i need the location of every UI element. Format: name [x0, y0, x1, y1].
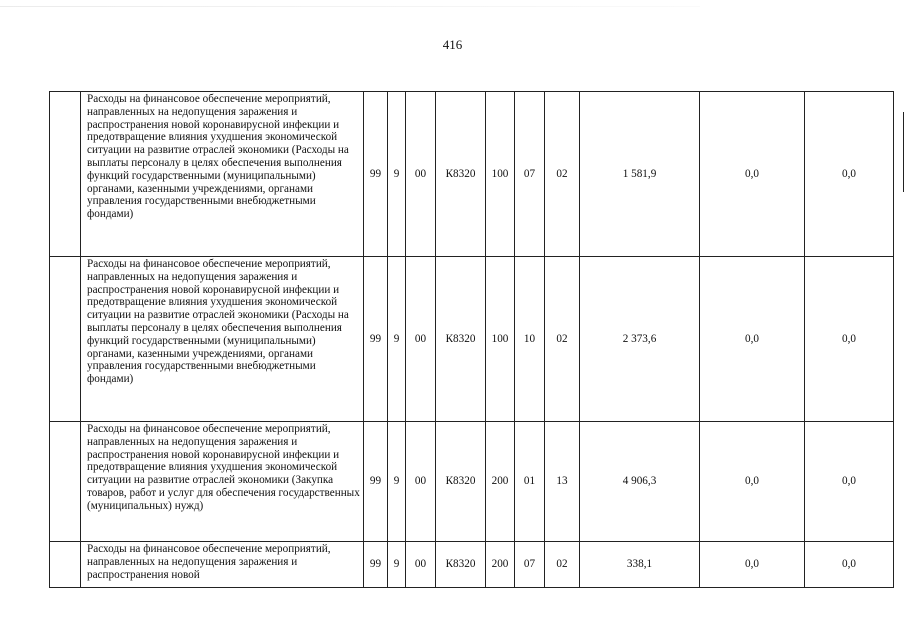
amount-2-cell: 0,0: [700, 422, 805, 542]
expense-type-cell: 100: [486, 92, 515, 257]
code-cell: К8320: [436, 92, 486, 257]
description-cell: Расходы на финансовое обеспечение мероприятий, направленных на недопущения заражения и распространения новой коронавирусной инфекции и предотвращение влияния ухудшения экономической ситуации на развитие отраслей экономики (Расходы на выплаты персоналу в целях обеспечения выполнения функций государственными (муниципальными) органами, казенными учреждениями, органами управления государственными внебюджетными фондами): [81, 257, 364, 422]
budget-table: [49, 91, 894, 588]
direction-cell: 00: [406, 257, 436, 422]
section-cell: 10: [515, 257, 545, 422]
subprogram-cell: 9: [388, 422, 406, 542]
table-row: [50, 257, 894, 422]
description-cell: Расходы на финансовое обеспечение мероприятий, направленных на недопущения заражения и распространения новой коронавирусной инфекции и предотвращение влияния ухудшения экономической ситуации на развитие отраслей экономики (Расходы на выплаты персоналу в целях обеспечения выполнения функций государственными (муниципальными) органами, казенными учреждениями, органами управления государственными внебюджетными фондами): [81, 92, 364, 257]
amount-1-cell: 338,1: [580, 542, 700, 588]
section-cell: 07: [515, 92, 545, 257]
expense-type-cell: 100: [486, 257, 515, 422]
description-cell: Расходы на финансовое обеспечение мероприятий, направленных на недопущения заражения и распространения новой: [81, 542, 364, 588]
direction-cell: 00: [406, 92, 436, 257]
direction-cell: 00: [406, 542, 436, 588]
expense-type-cell: 200: [486, 542, 515, 588]
table-row: [50, 422, 894, 542]
row-number-cell: [50, 257, 81, 422]
row-number-cell: [50, 422, 81, 542]
code-cell: К8320: [436, 257, 486, 422]
description-cell: Расходы на финансовое обеспечение мероприятий, направленных на недопущения заражения и распространения новой коронавирусной инфекции и предотвращение влияния ухудшения экономической ситуации на развитие отраслей экономики (Закупка товаров, работ и услуг для обеспечения государственных (муниципальных) нужд): [81, 422, 364, 542]
subsection-cell: 13: [545, 422, 580, 542]
code-cell: К8320: [436, 422, 486, 542]
subprogram-cell: 9: [388, 542, 406, 588]
subprogram-cell: 9: [388, 257, 406, 422]
program-cell: 99: [364, 542, 388, 588]
subsection-cell: 02: [545, 92, 580, 257]
code-cell: К8320: [436, 542, 486, 588]
page-number: 416: [442, 37, 463, 52]
subsection-cell: 02: [545, 542, 580, 588]
amount-3-cell: 0,0: [805, 92, 894, 257]
amount-1-cell: 1 581,9: [580, 92, 700, 257]
subsection-cell: 02: [545, 257, 580, 422]
amount-3-cell: 0,0: [805, 257, 894, 422]
program-cell: 99: [364, 92, 388, 257]
amount-2-cell: 0,0: [700, 257, 805, 422]
program-cell: 99: [364, 422, 388, 542]
amount-2-cell: 0,0: [700, 92, 805, 257]
table-row: [50, 92, 894, 257]
row-number-cell: [50, 542, 81, 588]
table-row: [50, 542, 894, 588]
amount-3-cell: 0,0: [805, 542, 894, 588]
expense-type-cell: 200: [486, 422, 515, 542]
amount-3-cell: 0,0: [805, 422, 894, 542]
amount-1-cell: 2 373,6: [580, 257, 700, 422]
scan-artifact: [0, 6, 700, 7]
amount-2-cell: 0,0: [700, 542, 805, 588]
section-cell: 01: [515, 422, 545, 542]
direction-cell: 00: [406, 422, 436, 542]
row-number-cell: [50, 92, 81, 257]
subprogram-cell: 9: [388, 92, 406, 257]
amount-1-cell: 4 906,3: [580, 422, 700, 542]
program-cell: 99: [364, 257, 388, 422]
section-cell: 07: [515, 542, 545, 588]
scan-edge-mark: [903, 112, 904, 192]
